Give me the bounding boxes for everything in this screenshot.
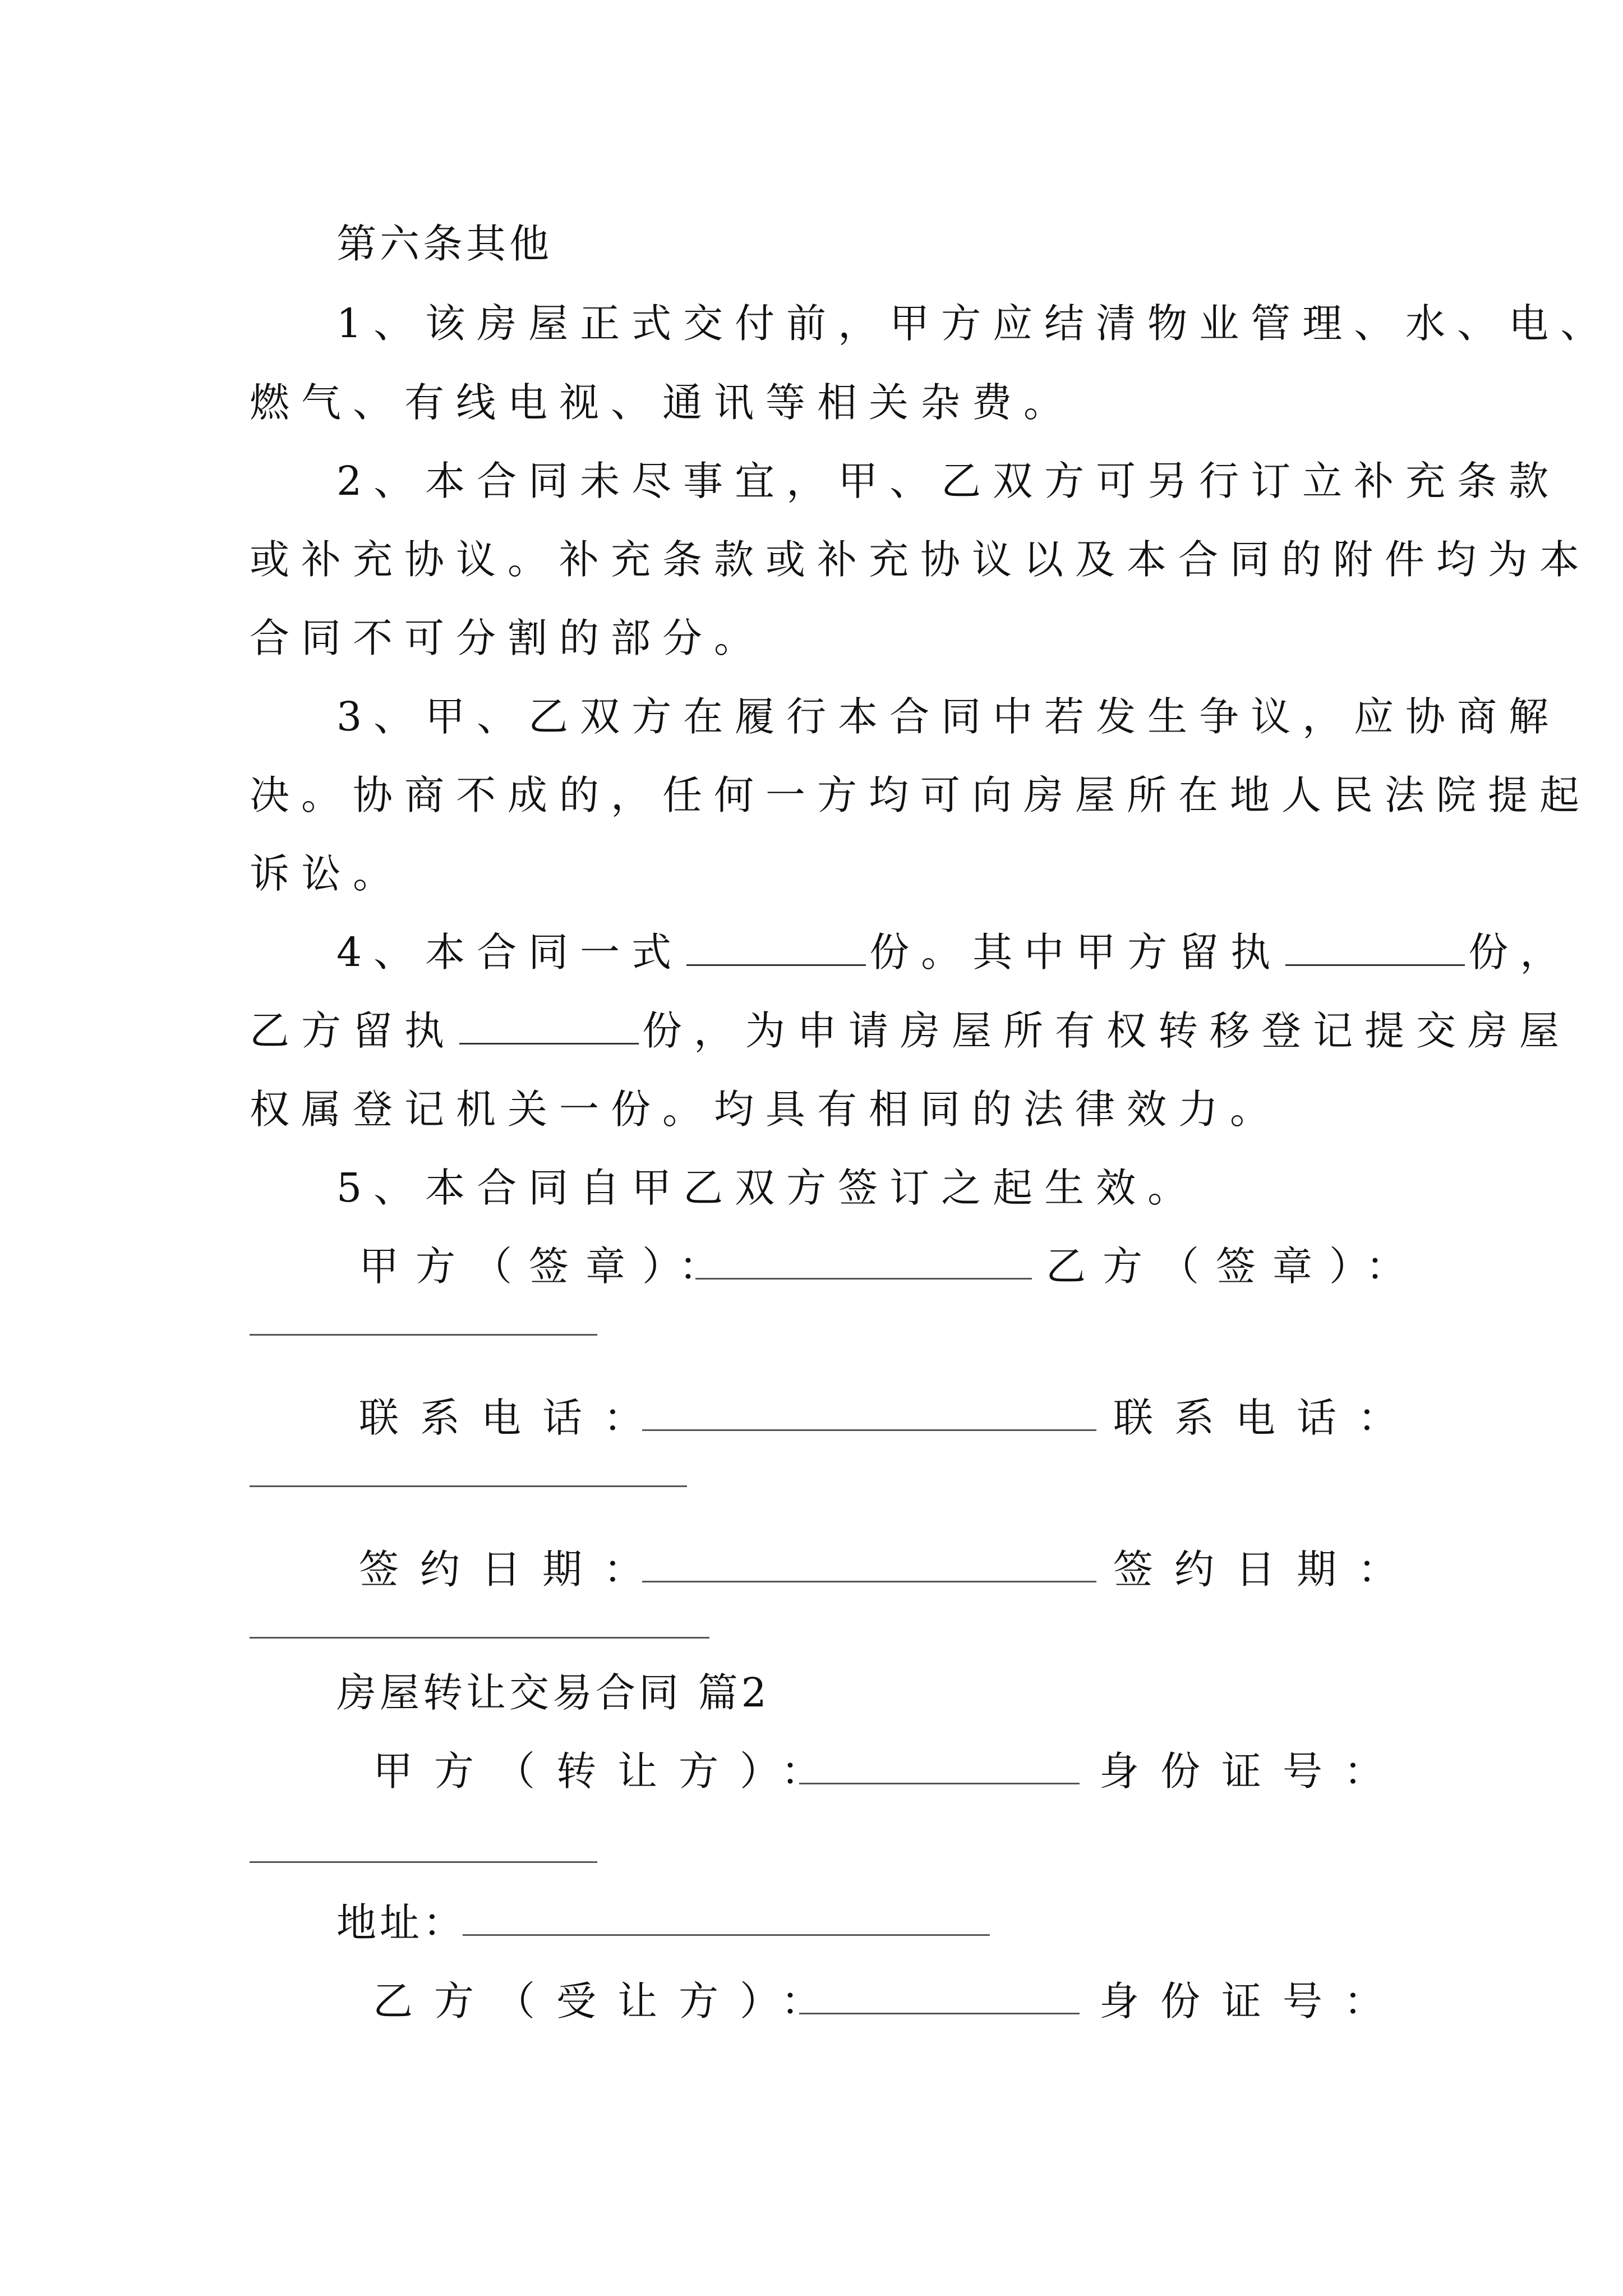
party-b-phone-label: 联系电话： bbox=[1113, 1395, 1419, 1441]
address-label: 地址： bbox=[336, 1899, 467, 1946]
item-1-line-1: 1、该房屋正式交付前，甲方应结清物业管理、水、电、 bbox=[336, 300, 1612, 347]
party-b-date-label: 签约日期： bbox=[1113, 1546, 1419, 1593]
item-5: 5、本合同自甲乙双方签订之起生效。 bbox=[336, 1165, 1200, 1211]
party-a-date-label: 签约日期： bbox=[359, 1546, 665, 1593]
transferor-id-label: 身份证号： bbox=[1099, 1748, 1405, 1795]
party-a-phone-label: 联系电话： bbox=[359, 1395, 665, 1441]
item-4-copies-label: 4、本合同一式 bbox=[336, 929, 684, 976]
item-3-line-2: 决。协商不成的，任何一方均可向房屋所在地人民法院提起 bbox=[250, 772, 1592, 818]
transferor-id-field[interactable] bbox=[250, 1861, 597, 1863]
item-3-line-1: 3、甲、乙双方在履行本合同中若发生争议，应协商解 bbox=[336, 693, 1561, 740]
party-b-date-field[interactable] bbox=[250, 1637, 709, 1639]
party-a-phone-field[interactable] bbox=[642, 1429, 1096, 1431]
party-a-signature-label: 甲方（签章）： bbox=[359, 1243, 736, 1290]
item-3-line-3: 诉讼。 bbox=[250, 850, 405, 897]
item-4-line-3: 权属登记机关一份。均具有相同的法律效力。 bbox=[250, 1086, 1282, 1133]
transferee-name-field[interactable] bbox=[799, 2013, 1080, 2014]
item-4-party-b-label: 乙方留执 bbox=[250, 1007, 457, 1054]
item-4-line-1 bbox=[336, 924, 1571, 981]
transferee-id-label: 身份证号： bbox=[1099, 1978, 1405, 2024]
party-b-signature-label: 乙方（签章）： bbox=[1046, 1243, 1423, 1290]
party-a-date-field[interactable] bbox=[642, 1581, 1096, 1582]
transferor-label: 甲方（转让方）： bbox=[373, 1748, 842, 1795]
item-2-line-3: 合同不可分割的部分。 bbox=[250, 615, 766, 661]
item-2-line-1: 2、本合同未尽事宜，甲、乙双方可另行订立补充条款 bbox=[336, 458, 1561, 504]
address-field[interactable] bbox=[463, 1934, 990, 1936]
transferor-name-field[interactable] bbox=[799, 1783, 1080, 1784]
item-2-line-2: 或补充协议。补充条款或补充协议以及本合同的附件均为本 bbox=[250, 536, 1592, 583]
party-b-copies-blank[interactable] bbox=[459, 1004, 639, 1045]
party-b-signature-field[interactable] bbox=[250, 1334, 597, 1336]
total-copies-blank[interactable] bbox=[686, 925, 866, 966]
item-4-copies-suffix: 份， bbox=[1468, 929, 1572, 976]
party-a-signature-field[interactable] bbox=[695, 1278, 1032, 1280]
party-a-copies-blank[interactable] bbox=[1285, 925, 1465, 966]
section-2-title: 房屋转让交易合同 篇2 bbox=[336, 1669, 770, 1716]
transferee-label: 乙方（受让方）： bbox=[373, 1978, 842, 2024]
article-6-heading: 第六条其他 bbox=[336, 220, 553, 267]
item-1-line-2: 燃气、有线电视、通讯等相关杂费。 bbox=[250, 379, 1076, 426]
item-4-registration-text: 份，为申请房屋所有权转移登记提交房屋 bbox=[642, 1007, 1571, 1054]
item-4-party-a-label: 份。其中甲方留执 bbox=[869, 929, 1283, 976]
item-4-line-2 bbox=[250, 1003, 1571, 1059]
party-b-phone-field[interactable] bbox=[250, 1485, 687, 1487]
